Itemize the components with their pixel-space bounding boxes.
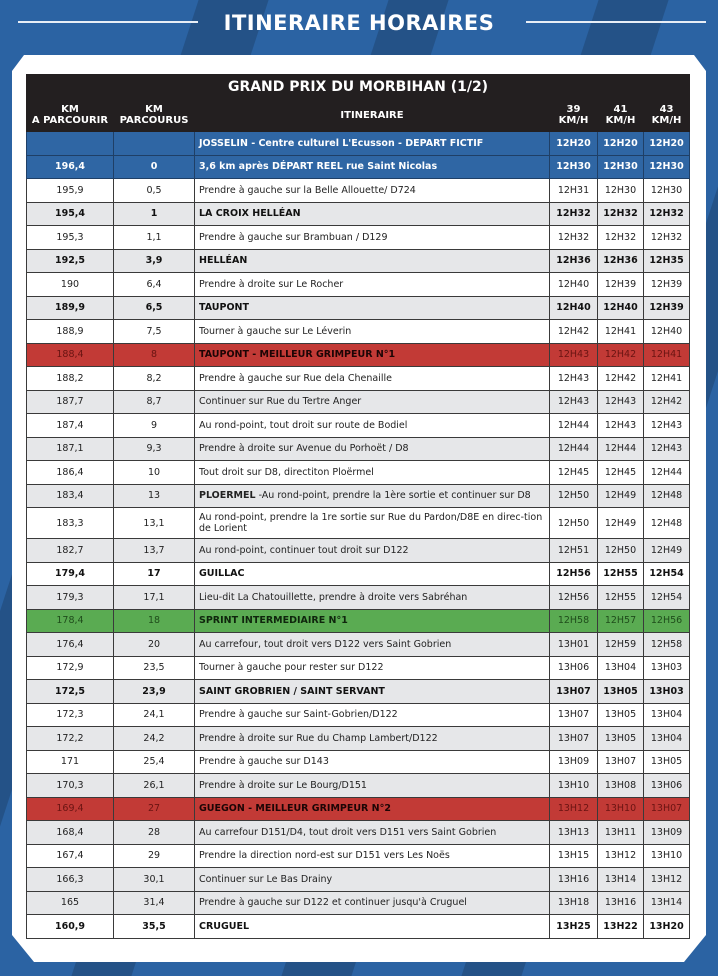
col-speed-39-value: 39 <box>566 104 581 115</box>
cell-itinerary: Prendre à gauche sur Rue dela Chenaille <box>195 367 550 391</box>
col-speed-43-value: 43 <box>659 104 674 115</box>
table-row <box>27 609 690 633</box>
cell-time-39: 13H06 <box>550 656 598 680</box>
cell-time-43: 13H04 <box>644 703 690 727</box>
cell-km-done: 7,5 <box>114 320 195 344</box>
cell-time-43: 12H41 <box>644 367 690 391</box>
cell-itinerary: LA CROIX HELLÉAN <box>195 202 550 226</box>
cell-km-done: 26,1 <box>114 774 195 798</box>
cell-km-remaining: 188,4 <box>27 343 114 367</box>
cell-km-remaining: 192,5 <box>27 249 114 273</box>
table-row <box>27 821 690 845</box>
col-km-done <box>114 99 195 132</box>
cell-km-remaining: 196,4 <box>27 155 114 179</box>
cell-time-43: 12H58 <box>644 633 690 657</box>
table-row <box>27 703 690 727</box>
cell-itinerary: Au carrefour D151/D4, tout droit vers D151 vers Saint Gobrien <box>195 821 550 845</box>
cell-time-43: 12H56 <box>644 609 690 633</box>
cell-itinerary: Au rond-point, tout droit sur route de Bodiel <box>195 414 550 438</box>
cell-time-39: 12H30 <box>550 155 598 179</box>
cell-time-39: 12H43 <box>550 390 598 414</box>
cell-km-remaining: 188,9 <box>27 320 114 344</box>
cell-time-41: 12H40 <box>598 296 644 320</box>
cell-time-41: 13H04 <box>598 656 644 680</box>
cell-km-remaining: 172,2 <box>27 727 114 751</box>
table-row <box>27 727 690 751</box>
cell-time-41: 12H44 <box>598 437 644 461</box>
cell-km-remaining: 195,9 <box>27 179 114 203</box>
table-row <box>27 179 690 203</box>
cell-time-39: 13H07 <box>550 703 598 727</box>
cell-time-43: 12H39 <box>644 296 690 320</box>
cell-time-41: 13H05 <box>598 727 644 751</box>
cell-time-41: 12H42 <box>598 367 644 391</box>
cell-itinerary: Tout droit sur D8, directiton Ploërmel <box>195 461 550 485</box>
cell-time-43: 13H09 <box>644 821 690 845</box>
cell-time-43: 12H30 <box>644 155 690 179</box>
cell-time-39: 12H32 <box>550 202 598 226</box>
cell-time-39: 12H31 <box>550 179 598 203</box>
cell-time-41: 13H11 <box>598 821 644 845</box>
cell-km-done: 10 <box>114 461 195 485</box>
cell-km-done: 0 <box>114 155 195 179</box>
cell-itinerary: Prendre à droite sur Le Bourg/D151 <box>195 774 550 798</box>
cell-time-39: 13H09 <box>550 750 598 774</box>
cell-km-remaining: 179,4 <box>27 562 114 586</box>
cell-time-39: 13H07 <box>550 727 598 751</box>
cell-time-41: 12H36 <box>598 249 644 273</box>
col-km-done-line2: PARCOURUS <box>119 115 189 126</box>
cell-time-39: 12H40 <box>550 273 598 297</box>
table-row <box>27 844 690 868</box>
cell-km-remaining: 190 <box>27 273 114 297</box>
cell-itinerary: Au rond-point, continuer tout droit sur D122 <box>195 539 550 563</box>
col-speed-39-unit: KM/H <box>558 115 589 126</box>
cell-km-remaining: 187,7 <box>27 390 114 414</box>
cell-km-done: 13,1 <box>114 508 195 539</box>
col-speed-41-unit: KM/H <box>605 115 636 126</box>
page-title: ITINERAIRE HORAIRES <box>223 11 495 35</box>
table-row <box>27 484 690 508</box>
cell-km-done: 17 <box>114 562 195 586</box>
cell-time-41: 12H49 <box>598 508 644 539</box>
cell-time-39: 13H15 <box>550 844 598 868</box>
cell-time-39: 13H12 <box>550 797 598 821</box>
cell-time-39: 13H10 <box>550 774 598 798</box>
table-row <box>27 797 690 821</box>
cell-time-43: 13H07 <box>644 797 690 821</box>
cell-km-remaining: 195,3 <box>27 226 114 250</box>
cell-km-remaining: 183,3 <box>27 508 114 539</box>
cell-km-remaining: 189,9 <box>27 296 114 320</box>
cell-time-41: 13H08 <box>598 774 644 798</box>
cell-time-41: 12H32 <box>598 226 644 250</box>
cell-time-39: 12H56 <box>550 562 598 586</box>
cell-time-43: 12H43 <box>644 437 690 461</box>
cell-time-39: 12H50 <box>550 484 598 508</box>
table-row <box>27 343 690 367</box>
cell-time-41: 12H55 <box>598 586 644 610</box>
cell-time-39: 12H44 <box>550 414 598 438</box>
table-row <box>27 249 690 273</box>
cell-time-41: 12H59 <box>598 633 644 657</box>
cell-time-43: 12H42 <box>644 390 690 414</box>
table-row <box>27 633 690 657</box>
header-rule-right <box>526 21 706 23</box>
cell-km-remaining: 172,9 <box>27 656 114 680</box>
cell-km-remaining: 165 <box>27 891 114 915</box>
cell-itinerary: 3,6 km après DÉPART REEL rue Saint Nicolas <box>195 155 550 179</box>
cell-km-remaining: 167,4 <box>27 844 114 868</box>
table-row <box>27 586 690 610</box>
cell-time-43: 13H14 <box>644 891 690 915</box>
cell-km-done: 31,4 <box>114 891 195 915</box>
cell-km-done: 24,2 <box>114 727 195 751</box>
cell-itinerary: Prendre à droite sur Rue du Champ Lambert/D122 <box>195 727 550 751</box>
table-row <box>27 562 690 586</box>
cell-time-39: 12H58 <box>550 609 598 633</box>
table-row <box>27 461 690 485</box>
cell-time-43: 12H48 <box>644 484 690 508</box>
cell-km-done: 9 <box>114 414 195 438</box>
cell-km-remaining: 169,4 <box>27 797 114 821</box>
table-row <box>27 915 690 939</box>
cell-time-39: 12H43 <box>550 343 598 367</box>
timetable <box>26 74 690 939</box>
col-km-remaining-line1: KM <box>61 104 79 115</box>
table-row <box>27 273 690 297</box>
cell-time-41: 12H30 <box>598 179 644 203</box>
cell-time-41: 13H10 <box>598 797 644 821</box>
table-row <box>27 226 690 250</box>
cell-km-done: 1 <box>114 202 195 226</box>
cell-time-43: 12H54 <box>644 562 690 586</box>
cell-itinerary: Continuer sur Rue du Tertre Anger <box>195 390 550 414</box>
cell-time-43: 13H12 <box>644 868 690 892</box>
cell-km-remaining: 188,2 <box>27 367 114 391</box>
cell-time-39: 13H07 <box>550 680 598 704</box>
cell-itinerary: JOSSELIN - Centre culturel L'Ecusson - DEPART FICTIF <box>195 132 550 156</box>
cell-km-done: 13,7 <box>114 539 195 563</box>
cell-time-43: 13H20 <box>644 915 690 939</box>
cell-itinerary: HELLÉAN <box>195 249 550 273</box>
cell-time-41: 12H32 <box>598 202 644 226</box>
cell-km-remaining: 187,1 <box>27 437 114 461</box>
table-row <box>27 390 690 414</box>
cell-itinerary: Prendre à gauche sur D122 et continuer jusqu'à Cruguel <box>195 891 550 915</box>
page-header <box>0 0 718 46</box>
cell-itinerary: Prendre à gauche sur la Belle Allouette/ D724 <box>195 179 550 203</box>
table-row <box>27 750 690 774</box>
cell-time-41: 12H50 <box>598 539 644 563</box>
cell-km-done: 8,7 <box>114 390 195 414</box>
cell-time-39: 13H16 <box>550 868 598 892</box>
cell-itinerary: SAINT GROBRIEN / SAINT SERVANT <box>195 680 550 704</box>
cell-km-done: 35,5 <box>114 915 195 939</box>
cell-time-41: 12H55 <box>598 562 644 586</box>
table-row <box>27 539 690 563</box>
cell-km-remaining: 187,4 <box>27 414 114 438</box>
cell-km-done: 23,5 <box>114 656 195 680</box>
cell-time-41: 13H16 <box>598 891 644 915</box>
cell-time-39: 13H13 <box>550 821 598 845</box>
col-km-remaining <box>27 99 114 132</box>
table-row <box>27 774 690 798</box>
cell-time-41: 13H22 <box>598 915 644 939</box>
col-speed-43-unit: KM/H <box>651 115 682 126</box>
cell-time-39: 13H25 <box>550 915 598 939</box>
cell-km-remaining: 176,4 <box>27 633 114 657</box>
cell-itinerary: CRUGUEL <box>195 915 550 939</box>
cell-km-done: 23,9 <box>114 680 195 704</box>
table-row <box>27 680 690 704</box>
cell-km-remaining: 168,4 <box>27 821 114 845</box>
cell-km-done: 13 <box>114 484 195 508</box>
cell-itinerary: GUILLAC <box>195 562 550 586</box>
cell-time-41: 13H05 <box>598 703 644 727</box>
cell-time-39: 12H32 <box>550 226 598 250</box>
table-row <box>27 296 690 320</box>
cell-km-done: 6,4 <box>114 273 195 297</box>
cell-time-39: 12H56 <box>550 586 598 610</box>
col-itinerary: ITINERAIRE <box>195 99 550 132</box>
cell-time-43: 12H35 <box>644 249 690 273</box>
itinerary-instruction: -Au rond-point, prendre la 1ère sortie et continuer sur D8 <box>255 490 531 502</box>
cell-time-39: 12H45 <box>550 461 598 485</box>
cell-time-41: 12H42 <box>598 343 644 367</box>
cell-time-41: 12H57 <box>598 609 644 633</box>
cell-km-done: 1,1 <box>114 226 195 250</box>
cell-km-done: 27 <box>114 797 195 821</box>
cell-time-43: 12H40 <box>644 320 690 344</box>
cell-itinerary: Continuer sur Le Bas Drainy <box>195 868 550 892</box>
cell-km-remaining: 171 <box>27 750 114 774</box>
cell-time-43: 12H39 <box>644 273 690 297</box>
cell-time-43: 13H03 <box>644 680 690 704</box>
cell-time-39: 12H51 <box>550 539 598 563</box>
cell-time-43: 12H49 <box>644 539 690 563</box>
cell-km-done: 3,9 <box>114 249 195 273</box>
col-speed-39 <box>550 99 598 132</box>
cell-km-done: 24,1 <box>114 703 195 727</box>
cell-km-done: 6,5 <box>114 296 195 320</box>
table-row <box>27 155 690 179</box>
col-km-done-line1: KM <box>145 104 163 115</box>
cell-time-39: 12H44 <box>550 437 598 461</box>
cell-time-43: 12H44 <box>644 461 690 485</box>
table-row <box>27 891 690 915</box>
cell-time-43: 13H10 <box>644 844 690 868</box>
cell-time-41: 13H12 <box>598 844 644 868</box>
cell-itinerary: Tourner à gauche sur Le Léverin <box>195 320 550 344</box>
cell-time-41: 13H14 <box>598 868 644 892</box>
cell-time-43: 13H06 <box>644 774 690 798</box>
table-row <box>27 367 690 391</box>
cell-itinerary <box>195 484 550 508</box>
cell-time-39: 12H36 <box>550 249 598 273</box>
itinerary-town: PLOERMEL <box>199 490 256 502</box>
cell-time-41: 13H05 <box>598 680 644 704</box>
col-km-remaining-line2: A PARCOURIR <box>31 115 109 126</box>
cell-km-remaining: 183,4 <box>27 484 114 508</box>
cell-time-43: 13H03 <box>644 656 690 680</box>
cell-km-remaining: 170,3 <box>27 774 114 798</box>
cell-km-done <box>114 132 195 156</box>
cell-time-39: 13H18 <box>550 891 598 915</box>
cell-km-remaining: 160,9 <box>27 915 114 939</box>
header-rule-left <box>18 21 198 23</box>
cell-itinerary: SPRINT INTERMEDIAIRE N°1 <box>195 609 550 633</box>
cell-time-39: 12H43 <box>550 367 598 391</box>
cell-itinerary: Prendre à gauche sur Saint-Gobrien/D122 <box>195 703 550 727</box>
cell-time-41: 12H43 <box>598 414 644 438</box>
cell-km-done: 9,3 <box>114 437 195 461</box>
cell-itinerary: Prendre à gauche sur Brambuan / D129 <box>195 226 550 250</box>
cell-time-39: 12H40 <box>550 296 598 320</box>
cell-km-done: 8,2 <box>114 367 195 391</box>
cell-time-43: 12H43 <box>644 414 690 438</box>
cell-km-done: 28 <box>114 821 195 845</box>
cell-time-43: 13H04 <box>644 727 690 751</box>
cell-itinerary: Prendre à droite sur Avenue du Porhoët / D8 <box>195 437 550 461</box>
cell-time-43: 12H54 <box>644 586 690 610</box>
cell-itinerary: Lieu-dit La Chatouillette, prendre à droite vers Sabréhan <box>195 586 550 610</box>
cell-time-43: 12H32 <box>644 202 690 226</box>
cell-itinerary: GUEGON - MEILLEUR GRIMPEUR N°2 <box>195 797 550 821</box>
cell-itinerary: Au rond-point, prendre la 1re sortie sur Rue du Pardon/D8E en direc-tion de Lorient <box>195 508 550 539</box>
cell-km-remaining: 178,4 <box>27 609 114 633</box>
cell-time-41: 12H20 <box>598 132 644 156</box>
cell-km-remaining: 172,3 <box>27 703 114 727</box>
cell-time-43: 12H30 <box>644 179 690 203</box>
cell-time-39: 12H50 <box>550 508 598 539</box>
cell-km-remaining: 195,4 <box>27 202 114 226</box>
col-speed-41 <box>598 99 644 132</box>
cell-time-43: 13H05 <box>644 750 690 774</box>
table-row <box>27 508 690 539</box>
cell-km-done: 30,1 <box>114 868 195 892</box>
cell-itinerary: Prendre à droite sur Le Rocher <box>195 273 550 297</box>
table-row <box>27 414 690 438</box>
cell-itinerary: TAUPONT - MEILLEUR GRIMPEUR N°1 <box>195 343 550 367</box>
cell-time-39: 12H42 <box>550 320 598 344</box>
table-row <box>27 132 690 156</box>
cell-km-remaining <box>27 132 114 156</box>
table-row <box>27 437 690 461</box>
cell-km-remaining: 186,4 <box>27 461 114 485</box>
cell-km-remaining: 172,5 <box>27 680 114 704</box>
cell-time-39: 13H01 <box>550 633 598 657</box>
cell-km-remaining: 179,3 <box>27 586 114 610</box>
cell-time-41: 12H30 <box>598 155 644 179</box>
cell-time-39: 12H20 <box>550 132 598 156</box>
cell-km-done: 25,4 <box>114 750 195 774</box>
cell-itinerary: Tourner à gauche pour rester sur D122 <box>195 656 550 680</box>
table-row <box>27 656 690 680</box>
table-row <box>27 320 690 344</box>
cell-km-remaining: 166,3 <box>27 868 114 892</box>
cell-time-41: 13H07 <box>598 750 644 774</box>
table-row <box>27 202 690 226</box>
cell-itinerary: TAUPONT <box>195 296 550 320</box>
col-speed-41-value: 41 <box>613 104 628 115</box>
cell-km-done: 18 <box>114 609 195 633</box>
cell-time-41: 12H41 <box>598 320 644 344</box>
cell-time-41: 12H39 <box>598 273 644 297</box>
cell-time-43: 12H20 <box>644 132 690 156</box>
cell-time-41: 12H45 <box>598 461 644 485</box>
cell-km-done: 0,5 <box>114 179 195 203</box>
cell-km-done: 17,1 <box>114 586 195 610</box>
cell-km-done: 8 <box>114 343 195 367</box>
cell-time-43: 12H48 <box>644 508 690 539</box>
cell-km-done: 20 <box>114 633 195 657</box>
cell-time-41: 12H43 <box>598 390 644 414</box>
table-row <box>27 868 690 892</box>
col-speed-43 <box>644 99 690 132</box>
cell-itinerary: Au carrefour, tout droit vers D122 vers Saint Gobrien <box>195 633 550 657</box>
cell-itinerary: Prendre à gauche sur D143 <box>195 750 550 774</box>
cell-time-43: 12H41 <box>644 343 690 367</box>
race-title: GRAND PRIX DU MORBIHAN (1/2) <box>27 75 690 100</box>
cell-time-43: 12H32 <box>644 226 690 250</box>
cell-time-41: 12H49 <box>598 484 644 508</box>
cell-itinerary: Prendre la direction nord-est sur D151 vers Les Noës <box>195 844 550 868</box>
cell-km-remaining: 182,7 <box>27 539 114 563</box>
cell-km-done: 29 <box>114 844 195 868</box>
